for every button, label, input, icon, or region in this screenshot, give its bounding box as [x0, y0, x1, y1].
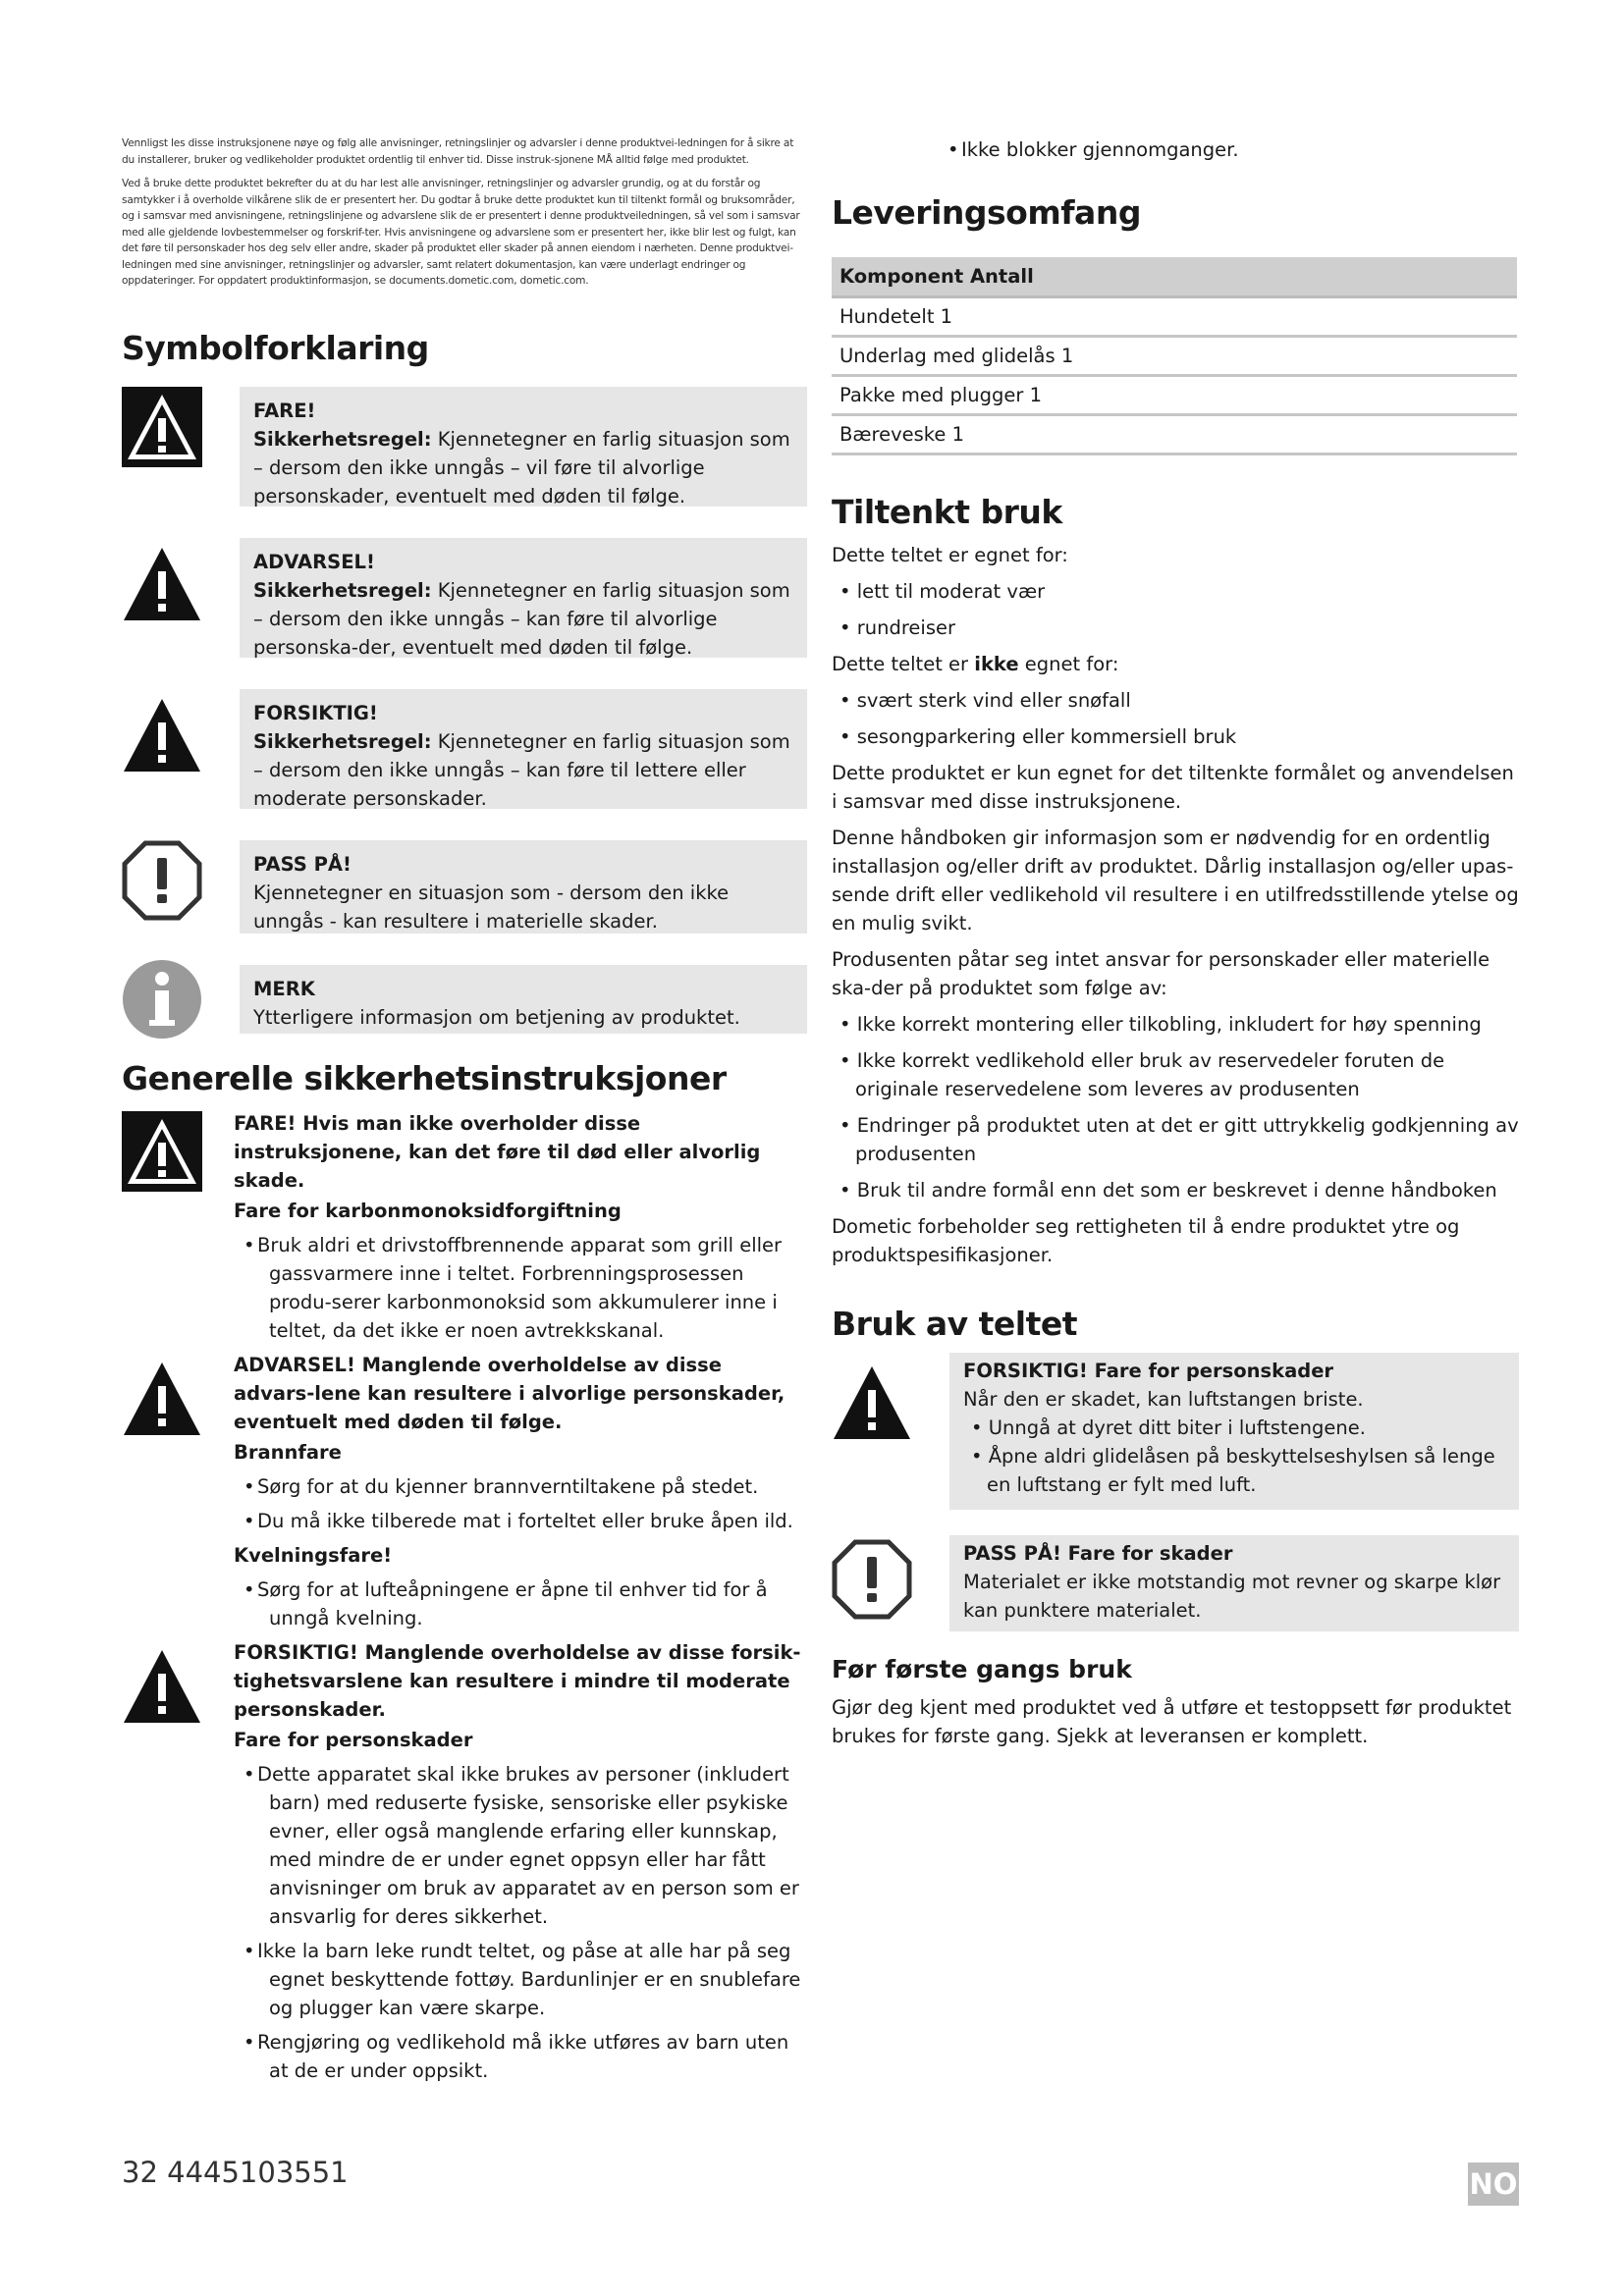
general-caution-list	[234, 1760, 807, 2085]
left-column	[122, 135, 807, 2091]
list-item: • Unngå at dyret ditt biter i luftstengene.	[963, 1414, 1509, 1442]
notice-octagon-icon	[122, 840, 202, 921]
first-use-title: Før første gangs bruk	[832, 1655, 1132, 1683]
list-item: • rundreiser	[832, 614, 1519, 642]
usage-notice-title: PASS PÅ! Fare for skader	[963, 1542, 1233, 1565]
page-number: 32 4445103551	[122, 2156, 349, 2189]
general-caution-block	[122, 1638, 807, 2085]
list-item: • Ikke korrekt montering eller tilkobling, inkludert for høy spenning	[832, 1010, 1519, 1039]
table-cell: Pakke med plugger 1	[832, 376, 1517, 415]
intended-causes-list	[832, 1010, 1519, 1204]
symbol-danger-box	[240, 387, 807, 507]
list-item: • Bruk aldri et drivstoffbrennende apparat som grill eller gassvarmere inne i teltet. Forbrenningsprosessen produ-serer karbonmonoksid som akkumulerer inne i teltet, da det ikke er noen avtrekkskanal.	[234, 1231, 807, 1345]
table-row	[832, 376, 1517, 415]
delivery-title: Leveringsomfang	[832, 193, 1141, 232]
symbol-section-title: Symbolforklaring	[122, 328, 429, 367]
list-item: • Bruk til andre formål enn det som er beskrevet i denne håndboken	[832, 1176, 1519, 1204]
intended-paragraph-1: Dette produktet er kun egnet for det tiltenkte formålet og anvendelsen i samsvar med disse instruksjonene.	[832, 762, 1514, 813]
symbol-note-box	[240, 965, 807, 1034]
symbol-notice	[122, 840, 807, 934]
table-cell: Hundetelt 1	[832, 297, 1517, 337]
intro-paragraph-2: Ved å bruke dette produktet bekrefter du at du har lest alle anvisninger, retningslinjer og advarsler grundig, og at du forstår og samtykker i å overholde vilkårene slik de er presentert her. Du godtar å bruke dette produktet kun til tiltenkt formål og bruksområder, og i samsvar med anvisningene, retningslinjene og advarslene slik de er presentert i denne produktveiledningen, så vel som i samsvar med alle gjeldende lovbestemmelser og forskrif-ter. Hvis anvisningene og advarslene som er presentert her, ikke blir lest og fulgt, kan det føre til personskader hos deg selv eller andre, skader på produktet eller skader på annen eiendom i nærheten. Denne produktvei-ledningen med sine anvisninger, retningslinjer og advarsler, samt relatert dokumentasjon, kan være underlagt endringer og oppdateringer. For oppdatert produktinformasjon, se documents.dometic.com, dometic.com.	[122, 178, 800, 287]
symbol-caution-title: FORSIKTIG!	[253, 701, 378, 724]
general-danger-block	[122, 1109, 807, 1345]
list-item: • Sørg for at du kjenner brannverntiltakene på stedet.	[234, 1472, 807, 1501]
intended-not-suitable-list	[832, 686, 1519, 751]
intended-use-title: Tiltenkt bruk	[832, 493, 1062, 531]
list-item: • svært sterk vind eller snøfall	[832, 686, 1519, 715]
intended-not-suitable-intro	[832, 650, 1519, 678]
intended-paragraph-3: Produsenten påtar seg intet ansvar for personskader eller materielle ska-der på produktet som følge av:	[832, 948, 1490, 999]
warning-triangle-icon	[122, 544, 202, 624]
caution-triangle-icon	[832, 1362, 912, 1443]
symbol-note-title: MERK	[253, 977, 315, 1000]
notice-octagon-icon	[832, 1539, 912, 1620]
table-row	[832, 297, 1517, 337]
right-top-list	[938, 135, 1519, 164]
general-warning-fire-list	[234, 1472, 807, 1535]
symbol-notice-title: PASS PÅ!	[253, 852, 352, 876]
general-danger-head: FARE! Hvis man ikke overholder disse instruksjonene, kan det føre til død eller alvorlig skade.	[234, 1111, 761, 1192]
usage-caution-title: FORSIKTIG! Fare for personskader	[963, 1360, 1334, 1382]
symbol-danger-lead: Sikkerhetsregel:	[253, 427, 432, 451]
intended-suitable-intro: Dette teltet er egnet for:	[832, 544, 1068, 566]
caution-triangle-icon	[122, 1646, 202, 1727]
usage-caution-list	[963, 1414, 1509, 1499]
table-cell: Bæreveske 1	[832, 415, 1517, 454]
symbol-warning-title: ADVARSEL!	[253, 550, 375, 573]
symbol-warning	[122, 538, 807, 658]
list-item: • lett til moderat vær	[832, 577, 1519, 606]
list-item: • Ikke la barn leke rundt teltet, og påse at alle har på seg egnet beskyttende fottøy. Bardunlinjer er en snublefare og plugger kan være skarpe.	[234, 1937, 807, 2022]
list-item: • Sørg for at lufteåpningene er åpne til enhver tid for å unngå kvelning.	[234, 1575, 807, 1632]
symbol-notice-box	[240, 840, 807, 934]
symbol-danger-text: Kjennetegner en farlig situasjon som – dersom den ikke unngås – vil føre til alvorlige personskader, eventuelt med døden til følge.	[253, 427, 790, 507]
table-cell: Underlag med glidelås 1	[832, 337, 1517, 376]
general-warning-sub-fire: Brannfare	[234, 1440, 342, 1464]
delivery-table	[832, 257, 1517, 455]
symbol-warning-box	[240, 538, 807, 658]
symbol-caution	[122, 689, 807, 809]
intended-paragraph-4: Dometic forbeholder seg rettigheten til å endre produktet ytre og produktspesifikasjoner.	[832, 1215, 1460, 1266]
list-item: • Du må ikke tilberede mat i forteltet eller bruke åpen ild.	[234, 1507, 807, 1535]
list-item: • Ikke korrekt vedlikehold eller bruk av reservedeler foruten de originale reservedelene som leveres av produsenten	[832, 1046, 1519, 1103]
list-item: • Dette apparatet skal ikke brukes av personer (inkludert barn) med reduserte fysiske, sensoriske eller psykiske evner, eller også manglende erfaring eller kunnskap, med mindre de er under egnet oppsyn eller har fått anvisninger om bruk av apparatet av en person som er ansvarlig for deres sikkerhet.	[234, 1760, 807, 1931]
table-row	[832, 415, 1517, 454]
intended-not-suitable-bold: ikke	[974, 653, 1019, 675]
right-column	[832, 135, 1519, 1758]
intro-paragraph-1: Vennligst les disse instruksjonene nøye og følg alle anvisninger, retningslinjer og advarsler i denne produktvei-ledningen for å sikre at du installerer, bruker og vedlikeholder produktet ordentlig til enhver tid. Disse instruk-sjonene MÅ alltid følge med produktet.	[122, 137, 794, 166]
symbol-danger-title: FARE!	[253, 399, 316, 422]
symbol-danger	[122, 387, 807, 507]
symbol-note-text: Ytterligere informasjon om betjening av produktet.	[253, 1005, 740, 1029]
symbol-caution-lead: Sikkerhetsregel:	[253, 729, 432, 753]
danger-warning-icon	[122, 1111, 202, 1192]
list-item: • Åpne aldri glidelåsen på beskyttelseshylsen så lenge en luftstang er fylt med luft.	[963, 1442, 1509, 1499]
general-caution-head: FORSIKTIG! Manglende overholdelse av disse forsik-tighetsvarslene kan resultere i mindre til moderate personskader.	[234, 1640, 801, 1721]
usage-notice	[832, 1535, 1519, 1631]
usage-notice-box	[949, 1535, 1519, 1631]
usage-caution-text: Når den er skadet, kan luftstangen briste.	[963, 1388, 1364, 1411]
general-section-title: Generelle sikkerhetsinstruksjoner	[122, 1058, 727, 1097]
intended-suitable-list	[832, 577, 1519, 642]
symbol-note	[122, 965, 807, 1034]
list-item: • Ikke blokker gjennomganger.	[938, 135, 1519, 164]
usage-title: Bruk av teltet	[832, 1305, 1078, 1343]
usage-caution	[832, 1353, 1519, 1510]
first-use-text: Gjør deg kjent med produktet ved å utføre et testoppsett før produktet brukes for første gang. Sjekk at leveransen er komplett.	[832, 1696, 1512, 1747]
info-circle-icon	[122, 959, 202, 1040]
delivery-table-header: Komponent Antall	[832, 257, 1517, 297]
danger-warning-icon	[122, 387, 202, 467]
symbol-warning-text: Kjennetegner en farlig situasjon som – dersom den ikke unngås – kan føre til alvorlige personska-der, eventuelt med døden til følge.	[253, 578, 790, 659]
general-warning-sub-suffocation: Kvelningsfare!	[234, 1543, 393, 1567]
general-danger-sub: Fare for karbonmonoksidforgiftning	[234, 1199, 622, 1222]
general-warning-suffocation-list	[234, 1575, 807, 1632]
intended-not-suitable-post: egnet for:	[1018, 653, 1119, 675]
list-item: • sesongparkering eller kommersiell bruk	[832, 722, 1519, 751]
symbol-warning-lead: Sikkerhetsregel:	[253, 578, 432, 602]
symbol-caution-text: Kjennetegner en farlig situasjon som – dersom den ikke unngås – kan føre til lettere eller moderate personskader.	[253, 729, 790, 810]
list-item: • Endringer på produktet uten at det er gitt uttrykkelig godkjenning av produsenten	[832, 1111, 1519, 1168]
general-warning-head: ADVARSEL! Manglende overholdelse av disse advars-lene kan resultere i alvorlige personskader, eventuelt med døden til følge.	[234, 1353, 785, 1433]
usage-caution-box	[949, 1353, 1519, 1510]
table-row	[832, 337, 1517, 376]
general-warning-block	[122, 1351, 807, 1632]
intended-paragraph-2: Denne håndboken gir informasjon som er nødvendig for en ordentlig installasjon og/eller drift av produktet. Dårlig installasjon og/eller upas-sende drift eller vedlikehold vil resultere i en utilfredsstillende ytelse og en mulig svikt.	[832, 827, 1519, 934]
warning-triangle-icon	[122, 1359, 202, 1439]
general-caution-sub: Fare for personskader	[234, 1728, 473, 1751]
intended-not-suitable-pre: Dette teltet er	[832, 653, 975, 675]
caution-triangle-icon	[122, 695, 202, 775]
usage-notice-text: Materialet er ikke motstandig mot revner og skarpe klør kan punktere materialet.	[963, 1571, 1501, 1622]
language-badge: NO	[1468, 2163, 1519, 2206]
list-item: • Rengjøring og vedlikehold må ikke utføres av barn uten at de er under oppsikt.	[234, 2028, 807, 2085]
symbol-caution-box	[240, 689, 807, 809]
general-danger-list	[234, 1231, 807, 1345]
symbol-notice-text: Kjennetegner en situasjon som - dersom den ikke unngås - kan resultere i materielle skader.	[253, 881, 730, 933]
